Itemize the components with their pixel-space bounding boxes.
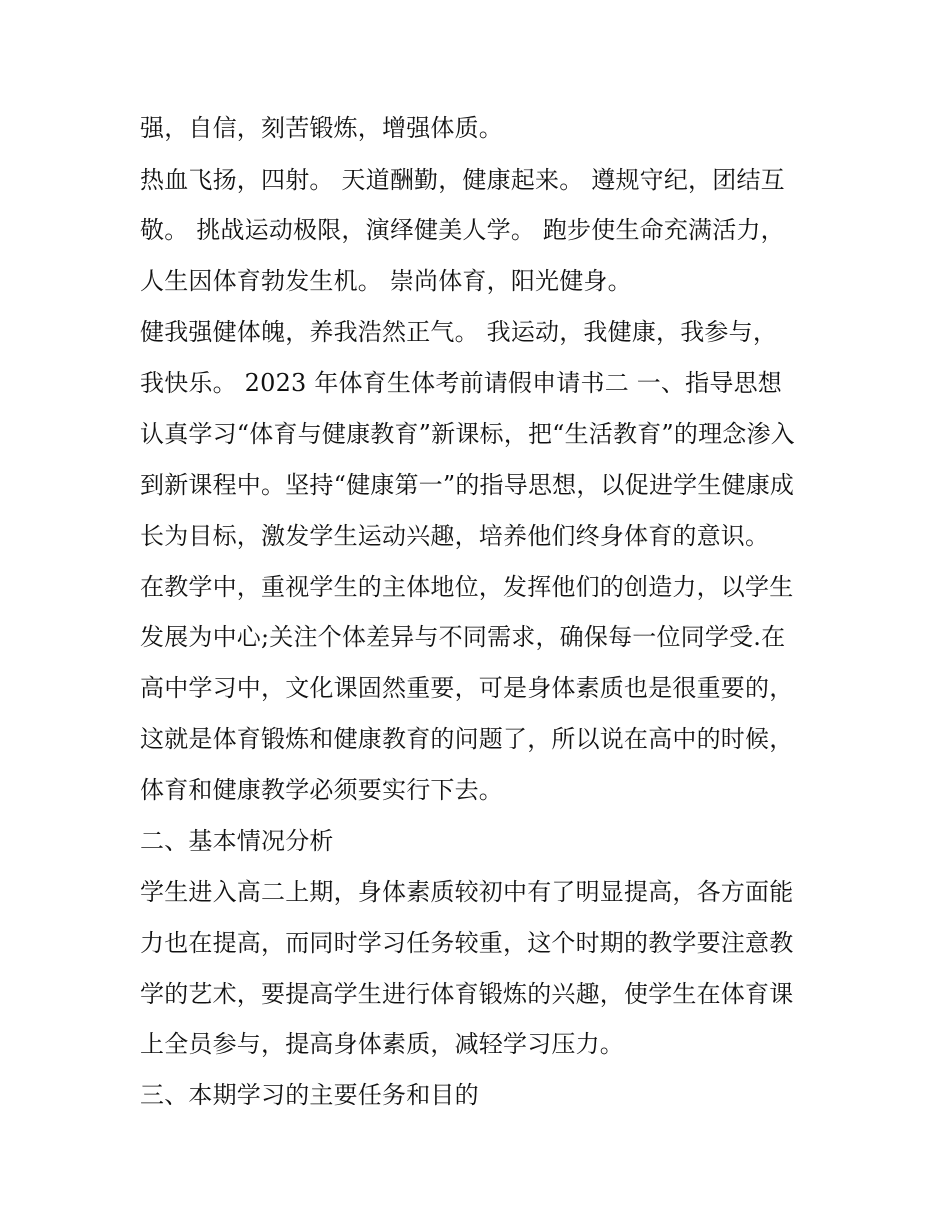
section-heading-3: 三、本期学习的主要任务和目的: [140, 1081, 479, 1109]
text-line-13: 这就是体育锻炼和健康教育的问题了，所以说在高中的时候，: [140, 725, 794, 753]
text-line-3: 敬。 挑战运动极限，演绎健美人学。 跑步使生命充满活力，: [140, 216, 785, 244]
text-line-2: 热血飞扬，四射。 天道酬勤，健康起来。 遵规守纪，团结互: [140, 166, 785, 194]
text-line-17: 力也在提高，而同时学习任务较重，这个时期的教学要注意教: [140, 929, 794, 957]
text-line-9: 长为目标，激发学生运动兴趣，培养他们终身体育的意识。: [140, 522, 770, 550]
text-line-6: 我快乐。 2023 年体育生体考前请假申请书二 一、指导思想: [140, 369, 782, 397]
text-line-10: 在教学中，重视学生的主体地位，发挥他们的创造力，以学生: [140, 573, 794, 601]
text-line-14: 体育和健康教学必须要实行下去。: [140, 776, 503, 804]
text-line-12: 高中学习中，文化课固然重要，可是身体素质也是很重要的，: [140, 674, 794, 702]
text-line-5: 健我强健体魄，养我浩然正气。 我运动，我健康，我参与，: [140, 318, 778, 346]
text-line-1: 强，自信，刻苦锻炼，增强体质。: [140, 114, 503, 142]
text-line-7: 认真学习“体育与健康教育”新课标，把“生活教育”的理念渗入: [140, 420, 795, 448]
text-line-16: 学生进入高二上期，身体素质较初中有了明显提高，各方面能: [140, 878, 794, 906]
text-line-8: 到新课程中。坚持“健康第一”的指导思想，以促进学生健康成: [140, 471, 795, 499]
text-line-4: 人生因体育勃发生机。 崇尚体育，阳光健身。: [140, 267, 632, 295]
section-heading-2: 二、基本情况分析: [140, 827, 334, 855]
text-line-11: 发展为中心;关注个体差异与不同需求，确保每一位同学受.在: [140, 623, 786, 651]
text-line-18: 学的艺术，要提高学生进行体育锻炼的兴趣，使学生在体育课: [140, 980, 794, 1008]
text-line-19: 上全员参与，提高身体素质，减轻学习压力。: [140, 1030, 624, 1058]
